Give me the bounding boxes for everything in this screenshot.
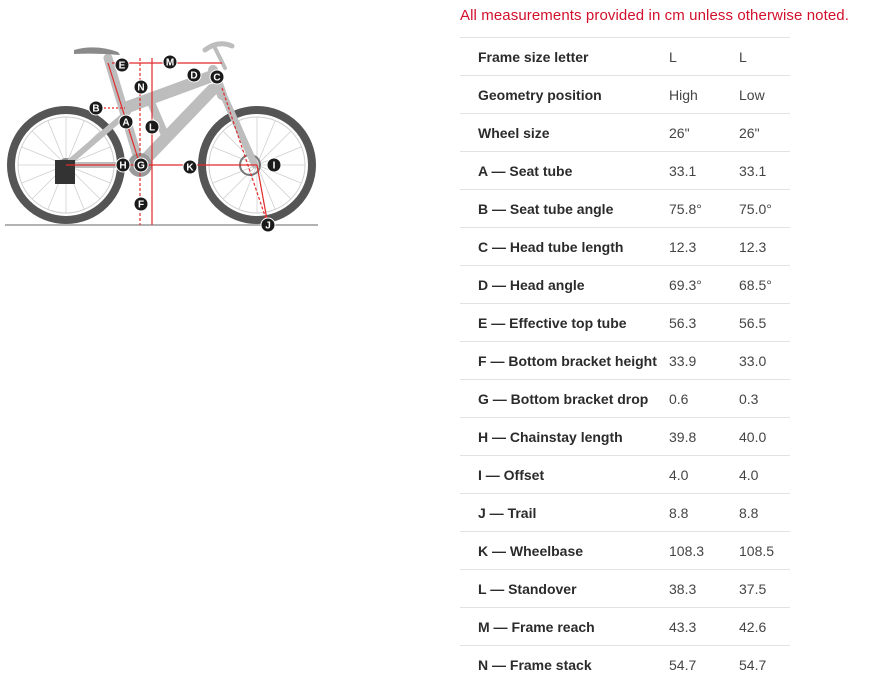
table-row	[460, 608, 790, 646]
row-value: 40.0	[739, 418, 790, 456]
row-label: H — Chainstay length	[460, 418, 669, 456]
row-label: N — Frame stack	[460, 646, 669, 684]
marker-label: D	[190, 70, 198, 82]
row-value: 8.8	[739, 494, 790, 532]
marker-c	[210, 70, 224, 84]
row-value: 33.1	[739, 152, 790, 190]
marker-m	[163, 55, 177, 69]
row-value: 33.9	[669, 342, 739, 380]
table-row	[460, 456, 790, 494]
row-value: 0.3	[739, 380, 790, 418]
row-label: B — Seat tube angle	[460, 190, 669, 228]
row-value: 56.3	[669, 304, 739, 342]
measurement-note: All measurements provided in cm unless otherwise noted.	[460, 7, 850, 24]
row-value: 54.7	[739, 646, 790, 684]
marker-d	[187, 68, 201, 82]
marker-g	[134, 158, 148, 172]
table-row	[460, 190, 790, 228]
row-label: C — Head tube length	[460, 228, 669, 266]
saddle	[74, 47, 120, 55]
row-value: 0.6	[669, 380, 739, 418]
row-value: L	[669, 38, 739, 76]
row-value: Low	[739, 76, 790, 114]
row-value: L	[739, 38, 790, 76]
table-row	[460, 570, 790, 608]
table-row	[460, 152, 790, 190]
row-value: 33.1	[669, 152, 739, 190]
marker-n	[134, 80, 148, 94]
marker-label: M	[165, 57, 175, 69]
row-value: 26"	[739, 114, 790, 152]
row-value: 108.5	[739, 532, 790, 570]
row-value: 68.5°	[739, 266, 790, 304]
table-row	[460, 494, 790, 532]
table-row	[460, 38, 790, 76]
marker-label: A	[122, 117, 130, 129]
row-value: 39.8	[669, 418, 739, 456]
table-row	[460, 266, 790, 304]
row-value: 56.5	[739, 304, 790, 342]
row-value: 12.3	[669, 228, 739, 266]
marker-b	[89, 101, 103, 115]
marker-label: F	[137, 199, 145, 211]
marker-k	[183, 160, 197, 174]
marker-j	[261, 218, 275, 232]
row-value: 33.0	[739, 342, 790, 380]
row-value: 12.3	[739, 228, 790, 266]
table-row	[460, 114, 790, 152]
row-value: 54.7	[669, 646, 739, 684]
row-label: J — Trail	[460, 494, 669, 532]
row-value: 108.3	[669, 532, 739, 570]
table-row	[460, 304, 790, 342]
marker-label: N	[137, 82, 145, 94]
row-value: 26"	[669, 114, 739, 152]
marker-label: J	[265, 220, 271, 232]
table-row	[460, 380, 790, 418]
marker-h	[116, 158, 130, 172]
marker-label: L	[148, 122, 156, 134]
marker-label: C	[213, 72, 221, 84]
row-value: 4.0	[739, 456, 790, 494]
table-row	[460, 418, 790, 456]
geometry-table	[460, 37, 790, 683]
row-value: 75.8°	[669, 190, 739, 228]
table-row	[460, 532, 790, 570]
marker-label: H	[119, 160, 127, 172]
marker-l	[145, 120, 159, 134]
row-label: L — Standover	[460, 570, 669, 608]
marker-label: B	[92, 103, 100, 115]
row-label: A — Seat tube	[460, 152, 669, 190]
marker-label: E	[118, 60, 126, 72]
row-value: 43.3	[669, 608, 739, 646]
row-value: 38.3	[669, 570, 739, 608]
row-label: G — Bottom bracket drop	[460, 380, 669, 418]
table-row	[460, 342, 790, 380]
row-label: Wheel size	[460, 114, 669, 152]
row-value: 4.0	[669, 456, 739, 494]
row-label: F — Bottom bracket height	[460, 342, 669, 380]
row-value: 8.8	[669, 494, 739, 532]
row-value: 42.6	[739, 608, 790, 646]
row-label: D — Head angle	[460, 266, 669, 304]
marker-f	[134, 197, 148, 211]
row-label: I — Offset	[460, 456, 669, 494]
row-label: Frame size letter	[460, 38, 669, 76]
marker-i	[267, 158, 281, 172]
row-value: 37.5	[739, 570, 790, 608]
marker-label: K	[186, 162, 194, 174]
row-value: 75.0°	[739, 190, 790, 228]
row-label: M — Frame reach	[460, 608, 669, 646]
marker-label: I	[272, 160, 276, 172]
bike-geometry-diagram	[0, 30, 330, 240]
marker-a	[119, 115, 133, 129]
table-row	[460, 646, 790, 684]
marker-e	[115, 58, 129, 72]
row-value: 69.3°	[669, 266, 739, 304]
row-label: K — Wheelbase	[460, 532, 669, 570]
row-label: Geometry position	[460, 76, 669, 114]
marker-label: G	[137, 160, 145, 172]
row-label: E — Effective top tube	[460, 304, 669, 342]
table-row	[460, 228, 790, 266]
row-value: High	[669, 76, 739, 114]
rear-derailleur	[55, 160, 75, 184]
table-row	[460, 76, 790, 114]
